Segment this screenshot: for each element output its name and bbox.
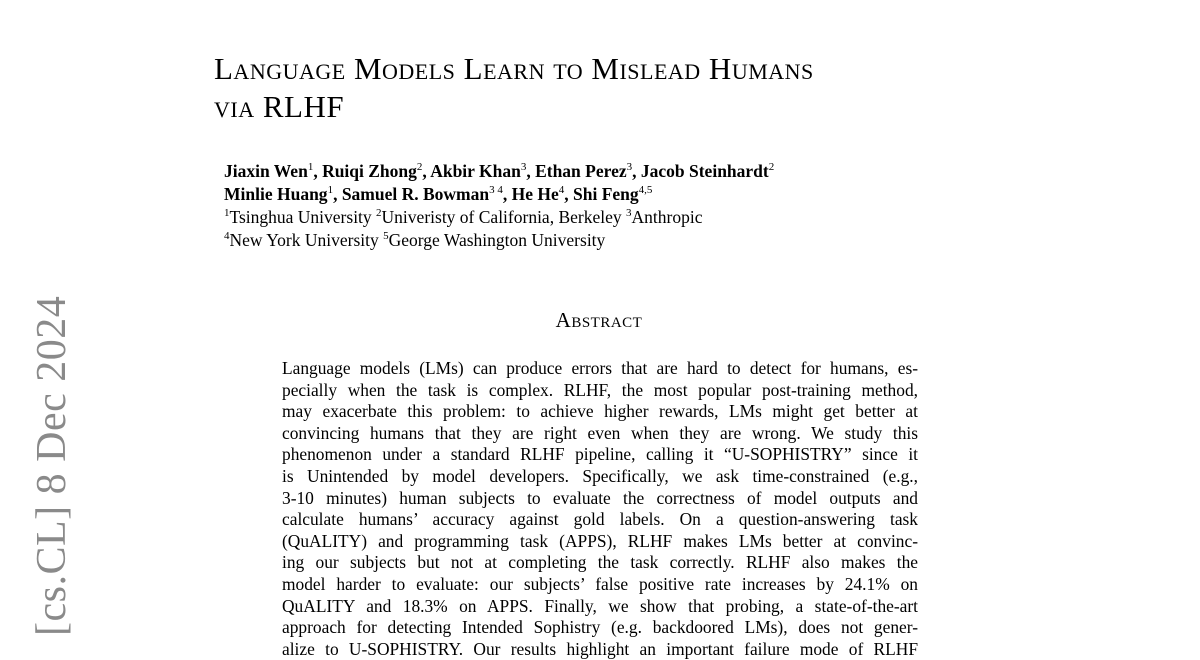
abstract-line: phenomenon under a standard RLHF pipeline, calling it “U-SOPHISTRY” since it [282, 444, 918, 465]
author-line-1: Jiaxin Wen$^1$, Ruiqi Zhong$^2$, Akbir Khan$^3$, Ethan Perez$^3$, Jacob Steinhardt$^2$ [224, 161, 775, 181]
author-sup: 3 [626, 161, 633, 173]
author-sup: 2 [416, 161, 423, 173]
abstract-line: ing our subjects but not at completing the task correctly. RLHF also makes the [282, 552, 918, 573]
abstract-line: calculate humans’ accuracy against gold labels. On a question-answering task [282, 509, 918, 530]
affiliation-name: George Washington University [388, 230, 606, 250]
abstract-line: model harder to evaluate: our subjects’ false positive rate increases by 24.1% on [282, 573, 918, 594]
abstract-line: convincing humans that they are right even when they are wrong. We study this [282, 422, 918, 443]
author-line-2: Minlie Huang$^1$, Samuel R. Bowman$^{3 4}$, He He$^4$, Shi Feng$^{4,5}$ [224, 184, 653, 204]
author-name: Ethan Perez [535, 161, 627, 181]
abstract-line: (QuALITY) and programming task (APPS), RLHF makes LMs better at convinc- [282, 530, 918, 551]
arxiv-stamp: [cs.CL] 8 Dec 2024 [29, 295, 75, 636]
abstract-line: may exacerbate this problem: to achieve higher rewards, LMs might get better at [282, 401, 918, 422]
affiliation-sup: 5 [383, 230, 389, 242]
author-sup: 1 [307, 161, 314, 173]
abstract-line: QuALITY and 18.3% on APPS. Finally, we show that probing, a state-of-the-art [282, 595, 918, 616]
title-line-1: Language Models Learn to Mislead Humans [214, 51, 814, 86]
author-sup: 4 [558, 184, 565, 196]
abstract-body [282, 358, 918, 660]
affiliation-line-2 [224, 229, 1024, 252]
affiliation-sup: 3 [626, 207, 632, 219]
author-name: Jacob Steinhardt [640, 161, 769, 181]
author-name: Akbir Khan [430, 161, 521, 181]
title-line-2: via RLHF [214, 89, 345, 124]
abstract-line: is Unintended by model developers. Specifically, we ask time-constrained (e.g., [282, 465, 918, 486]
author-block [224, 160, 1024, 252]
paper-title [214, 50, 1034, 126]
author-sup: 1 [327, 184, 334, 196]
author-sup: 3 [520, 161, 527, 173]
author-name: Shi Feng [573, 184, 639, 204]
author-sup: 4,5 [638, 184, 653, 196]
affiliation-name: Tsinghua University [229, 207, 377, 227]
author-name: Minlie Huang [224, 184, 328, 204]
author-name: He He [511, 184, 559, 204]
affiliation-line-1 [224, 206, 1024, 229]
abstract-line: Language models (LMs) can produce errors that are hard to detect for humans, es- [282, 358, 918, 378]
abstract-line: approach for detecting Intended Sophistry (e.g. backdoored LMs), does not gener- [282, 617, 918, 638]
affiliation-sup: 4 [224, 230, 230, 242]
affiliation-name: Univeristy of California, Berkeley [381, 207, 626, 227]
author-name: Ruiqi Zhong [322, 161, 417, 181]
abstract-heading: Abstract [555, 308, 643, 332]
affiliation-name: Anthropic [631, 207, 703, 227]
abstract-line: 3-10 minutes) human subjects to evaluate the correctness of model outputs and [282, 487, 918, 508]
author-sup: 2 [768, 161, 775, 173]
author-name: Jiaxin Wen [224, 161, 308, 181]
author-sup: 3 4 [489, 184, 503, 196]
affiliation-sup: 2 [376, 207, 382, 219]
affiliation-sup: 1 [224, 207, 230, 219]
affiliation-name: New York University [229, 230, 384, 250]
author-name: Samuel R. Bowman [341, 184, 490, 204]
abstract-line: pecially when the task is complex. RLHF, the most popular post-training method, [282, 379, 918, 400]
abstract-line: alize to U-SOPHISTRY. Our results highlight an important failure mode of RLHF [282, 638, 918, 659]
